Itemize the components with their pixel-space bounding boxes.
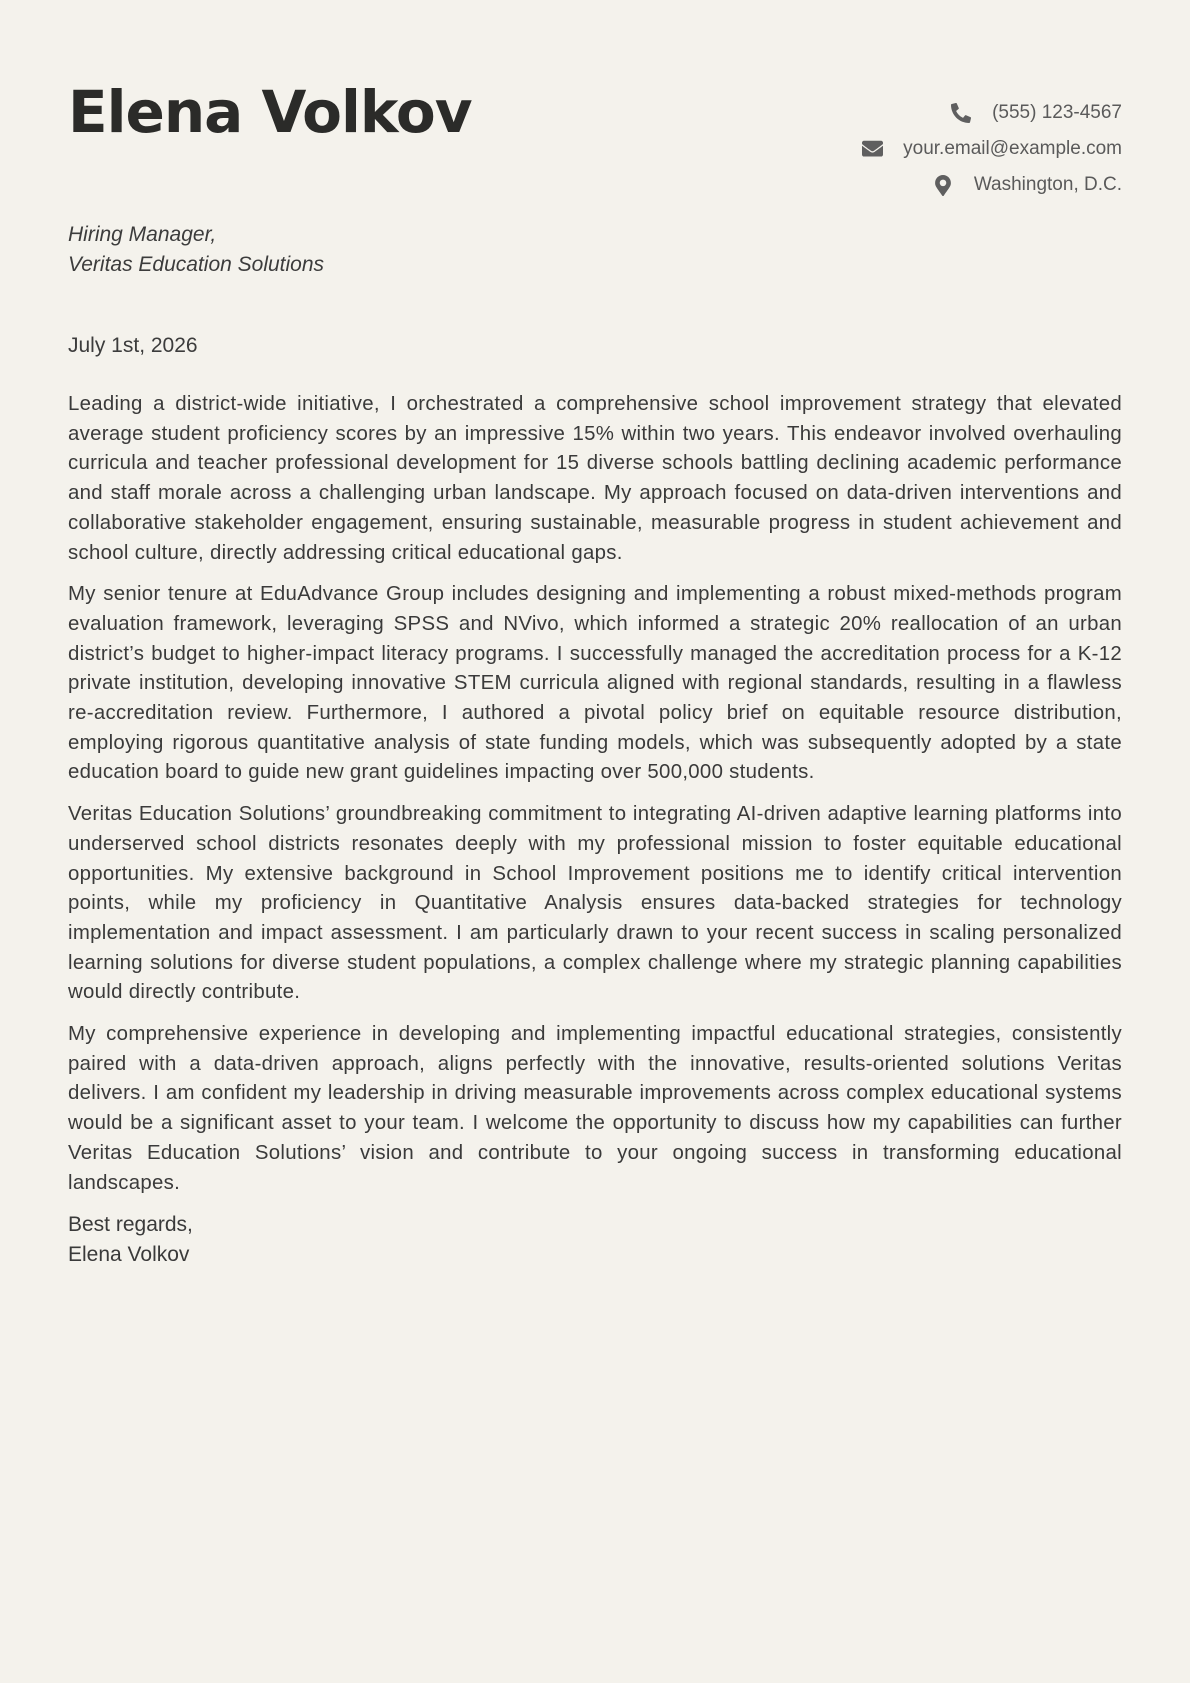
contact-location: Washington, D.C. (973, 174, 1122, 195)
envelope-icon (861, 138, 883, 160)
recipient-title: Hiring Manager, (68, 223, 217, 246)
body-paragraph-1: Leading a district-wide initiative, I orchestrated a comprehensive school improvement strategy that elevated average student proficiency scores by an impressive 15% within two years. This endeavor involved overhauling curricula and teacher professional development for 15 diverse schools battling declining academic performance and staff morale across a challenging urban landscape. My approach focused on data-driven interventions and collaborative stakeholder engagement, ensuring sustainable, measurable progress in student achievement and school culture, directly addressing critical educational gaps. (68, 393, 1122, 564)
contact-email: your.email@example.com (903, 138, 1122, 159)
phone-icon (950, 102, 972, 124)
letter-date: July 1st, 2026 (68, 334, 198, 357)
closing-salutation: Best regards, (68, 1213, 193, 1237)
body-paragraph-3: Veritas Education Solutions’ groundbreaking commitment to integrating AI-driven adaptive learning platforms into underserved school districts resonates deeply with my professional mission to foster equitable educational opportunities. My extensive background in School Improvement positions me to identify critical intervention points, while my proficiency in Quantitative Analysis ensures data-backed strategies for technology implementation and impact assessment. I am particularly drawn to your recent success in scaling personalized learning solutions for diverse student populations, a complex challenge where my strategic planning capabilities would directly contribute. (68, 803, 1122, 1004)
body-paragraph-4: My comprehensive experience in developing and implementing impactful educational strategies, consistently paired with a data-driven approach, aligns perfectly with the innovative, results-oriented solutions Veritas delivers. I am confident my leadership in driving measurable improvements across complex educational systems would be a significant asset to your team. I welcome the opportunity to discuss how my capabilities can further Veritas Education Solutions’ vision and contribute to your ongoing success in transforming educational landscapes. (68, 1023, 1122, 1194)
recipient-company: Veritas Education Solutions (68, 253, 325, 276)
applicant-name: Elena Volkov (68, 78, 472, 146)
recipient-block (68, 220, 1122, 280)
contact-phone: (555) 123-4567 (992, 102, 1122, 123)
contact-block (861, 95, 1122, 203)
contact-email-row (861, 131, 1122, 167)
letter-header (68, 0, 1122, 200)
contact-phone-row (861, 95, 1122, 131)
body-paragraph-2: My senior tenure at EduAdvance Group includes designing and implementing a robust mixed-methods program evaluation framework, leveraging SPSS and NVivo, which informed a strategic 20% reallocation of an urban district’s budget to higher-impact literacy programs. I successfully managed the accreditation process for a K-12 private institution, developing innovative STEM curricula aligned with regional standards, resulting in a flawless re-accreditation review. Furthermore, I authored a pivotal policy brief on equitable resource distribution, employing rigorous quantitative analysis of state funding models, which was subsequently adopted by a state education board to guide new grant guidelines impacting over 500,000 students. (68, 583, 1122, 784)
map-marker-icon (932, 174, 954, 196)
closing-block (68, 1210, 1122, 1270)
letter-body (68, 390, 1122, 1198)
contact-location-row (861, 167, 1122, 203)
closing-signature: Elena Volkov (68, 1243, 190, 1267)
